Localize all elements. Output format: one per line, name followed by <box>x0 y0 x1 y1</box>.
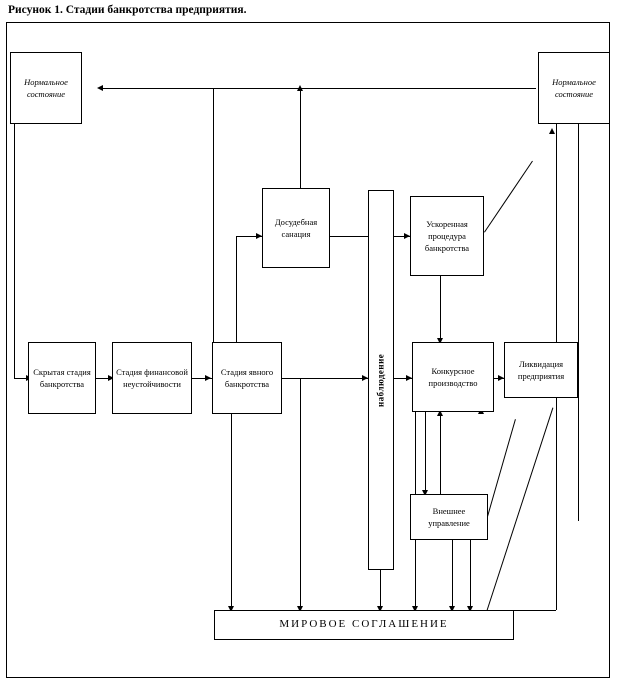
node-open-bankruptcy-stage[interactable]: Стадия явного банкротства <box>212 342 282 414</box>
connector-open-to-observation <box>281 378 368 379</box>
node-settlement-agreement[interactable]: МИРОВОЕ СОГЛАШЕНИЕ <box>214 610 514 640</box>
connector-right-far-vertical <box>578 118 579 521</box>
arrowhead-into-open-bankruptcy <box>205 375 211 381</box>
node-presanation[interactable]: Досудебная санация <box>262 188 330 268</box>
node-normal-state-right[interactable]: Нормальное состояние <box>538 52 610 124</box>
arrowhead-accelerated-to-normal <box>549 128 555 134</box>
connector-competitive-to-external <box>425 412 426 494</box>
node-hidden-bankruptcy-stage[interactable]: Скрытая стадия банкротства <box>28 342 96 414</box>
node-external-management[interactable]: Внешнее управление <box>410 494 488 540</box>
connector-settlement-to-right-inner <box>514 610 556 611</box>
connector-mid-to-settlement <box>300 378 301 612</box>
connector-presanation-up <box>300 88 301 188</box>
node-competitive-production[interactable]: Конкурсное производство <box>412 342 494 412</box>
connector-external-to-competitive <box>440 412 441 494</box>
node-normal-state-left[interactable]: Нормальное состояние <box>10 52 82 124</box>
connector-external-to-settlement <box>452 540 453 612</box>
node-financial-instability-stage[interactable]: Стадия финансовой неустойчивости <box>112 342 192 414</box>
node-observation[interactable]: наблюдение <box>368 190 394 570</box>
connector-open-bankruptcy-up <box>213 88 214 346</box>
arrowhead-presanation-up <box>297 85 303 91</box>
figure-caption: Рисунок 1. Стадии банкротства предприятия. <box>8 4 247 16</box>
connector-accelerated-to-competitive <box>440 276 441 342</box>
arrowhead-top-return-left <box>97 85 103 91</box>
node-liquidation[interactable]: Ликвидация предприятия <box>504 342 578 398</box>
connector-external-right-to-settlement <box>470 540 471 612</box>
connector-top-return-bar <box>100 88 536 89</box>
node-accelerated-bankruptcy[interactable]: Ускоренная процедура банкротства <box>410 196 484 276</box>
